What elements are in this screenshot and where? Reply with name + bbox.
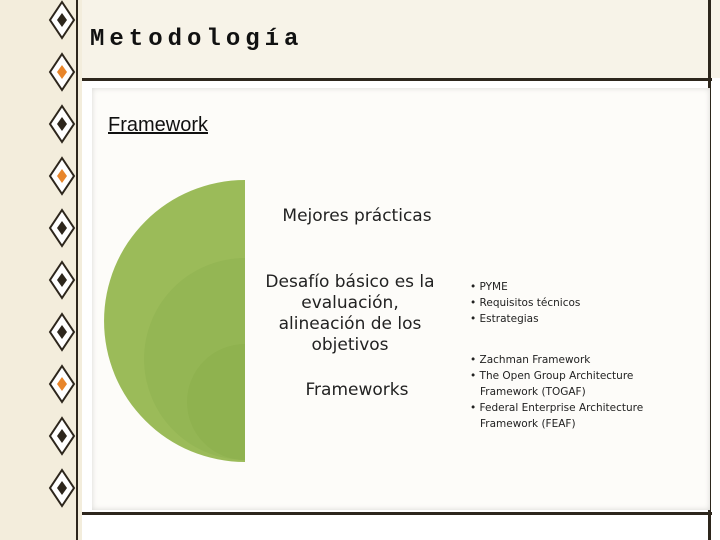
bullet-list-desafio xyxy=(470,279,670,327)
slide-title: Metodología xyxy=(90,26,304,53)
framework-heading: Framework xyxy=(108,114,209,136)
list-item: • Federal Enterprise Architecture Framework (FEAF) xyxy=(470,400,670,432)
list-item: • PYME xyxy=(470,279,670,295)
bullet-list-frameworks xyxy=(470,352,670,432)
list-item: • The Open Group Architecture Framework (TOGAF) xyxy=(470,368,670,400)
stage-label-mejores-practicas: Mejores prácticas xyxy=(282,206,432,226)
stage-label-desafio: Desafío básico es la evaluación, alineación de los objetivos xyxy=(265,272,435,355)
list-item: • Requisitos técnicos xyxy=(470,295,670,311)
list-item: • Estrategias xyxy=(470,311,670,327)
stage-label-frameworks: Frameworks xyxy=(305,380,409,400)
list-item: • Zachman Framework xyxy=(470,352,670,368)
